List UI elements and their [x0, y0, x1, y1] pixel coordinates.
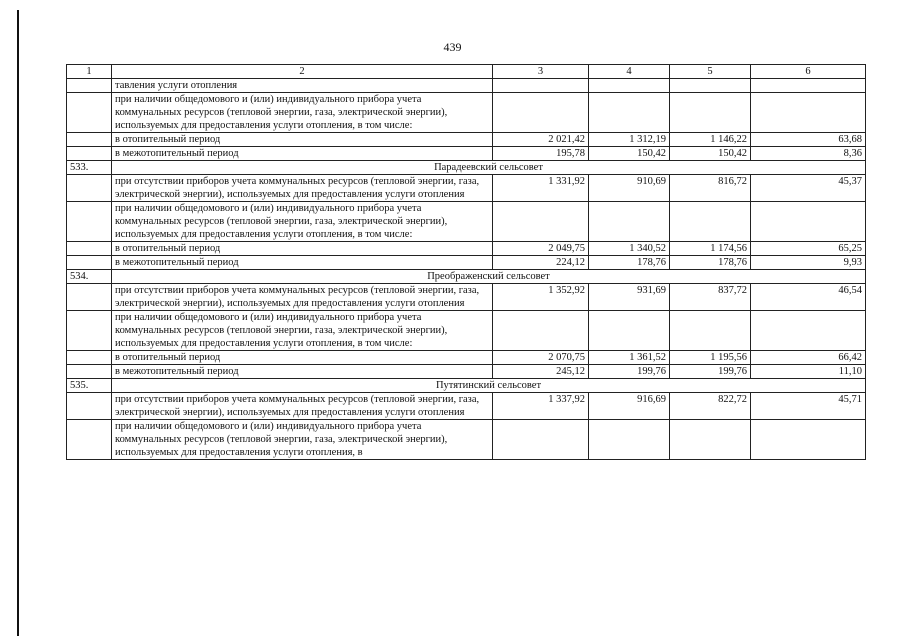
value-cell: 816,72 [670, 175, 751, 202]
value-cell [751, 79, 866, 93]
value-cell: 11,10 [751, 365, 866, 379]
row-number-cell [67, 284, 112, 311]
value-cell: 245,12 [493, 365, 589, 379]
table-row [67, 79, 866, 93]
row-description: при отсутствии приборов учета коммунальных ресурсов (тепловой энергии, газа, электрической энергии), используемых для предоставления услуги отопления [112, 175, 493, 202]
value-cell [589, 420, 670, 460]
table-row [67, 202, 866, 242]
value-cell: 1 352,92 [493, 284, 589, 311]
section-title: Преображенский сельсовет [112, 270, 866, 284]
value-cell: 46,54 [751, 284, 866, 311]
value-cell: 931,69 [589, 284, 670, 311]
row-description: тавления услуги отопления [112, 79, 493, 93]
table-row [67, 256, 866, 270]
value-cell: 150,42 [670, 147, 751, 161]
value-cell [751, 202, 866, 242]
table-row [67, 147, 866, 161]
value-cell: 2 070,75 [493, 351, 589, 365]
value-cell [493, 420, 589, 460]
section-number: 535. [67, 379, 112, 393]
table-row [67, 420, 866, 460]
value-cell [670, 93, 751, 133]
row-description: при наличии общедомового и (или) индивидуального прибора учета коммунальных ресурсов (тепловой энергии, газа, электрической энергии), используемых для предоставления услуги отопления, в том числе: [112, 311, 493, 351]
value-cell [670, 202, 751, 242]
value-cell [670, 311, 751, 351]
row-description: при наличии общедомового и (или) индивидуального прибора учета коммунальных ресурсов (тепловой энергии, газа, электрической энергии), используемых для предоставления услуги отопления, в [112, 420, 493, 460]
row-number-cell [67, 79, 112, 93]
column-header: 1 [67, 65, 112, 79]
value-cell: 224,12 [493, 256, 589, 270]
row-number-cell [67, 93, 112, 133]
value-cell: 9,93 [751, 256, 866, 270]
value-cell [751, 93, 866, 133]
row-description: в отопительный период [112, 133, 493, 147]
section-title: Парадеевский сельсовет [112, 161, 866, 175]
value-cell: 1 312,19 [589, 133, 670, 147]
row-number-cell [67, 147, 112, 161]
value-cell [493, 311, 589, 351]
column-header: 3 [493, 65, 589, 79]
row-description: в отопительный период [112, 242, 493, 256]
value-cell: 2 021,42 [493, 133, 589, 147]
value-cell: 837,72 [670, 284, 751, 311]
row-description: в межотопительный период [112, 256, 493, 270]
row-description: при наличии общедомового и (или) индивидуального прибора учета коммунальных ресурсов (тепловой энергии, газа, электрической энергии), используемых для предоставления услуги отопления, в том числе: [112, 202, 493, 242]
row-number-cell [67, 351, 112, 365]
value-cell [493, 93, 589, 133]
table-row [67, 311, 866, 351]
row-description: при отсутствии приборов учета коммунальных ресурсов (тепловой энергии, газа, электрической энергии), используемых для предоставления услуги отопления [112, 393, 493, 420]
column-header: 6 [751, 65, 866, 79]
row-number-cell [67, 420, 112, 460]
row-number-cell [67, 393, 112, 420]
value-cell: 199,76 [589, 365, 670, 379]
section-row [67, 161, 866, 175]
value-cell [751, 311, 866, 351]
value-cell: 45,71 [751, 393, 866, 420]
value-cell: 1 337,92 [493, 393, 589, 420]
row-description: в отопительный период [112, 351, 493, 365]
value-cell: 63,68 [751, 133, 866, 147]
table-row [67, 284, 866, 311]
value-cell: 8,36 [751, 147, 866, 161]
page-number: 439 [443, 40, 462, 54]
column-header: 2 [112, 65, 493, 79]
section-number: 533. [67, 161, 112, 175]
value-cell: 822,72 [670, 393, 751, 420]
column-header: 4 [589, 65, 670, 79]
page-edge-line [17, 10, 19, 636]
value-cell: 1 146,22 [670, 133, 751, 147]
value-cell: 1 331,92 [493, 175, 589, 202]
section-number: 534. [67, 270, 112, 284]
column-header: 5 [670, 65, 751, 79]
section-row [67, 270, 866, 284]
value-cell: 916,69 [589, 393, 670, 420]
value-cell: 66,42 [751, 351, 866, 365]
row-number-cell [67, 256, 112, 270]
value-cell: 1 174,56 [670, 242, 751, 256]
value-cell: 199,76 [670, 365, 751, 379]
table-row [67, 365, 866, 379]
value-cell: 178,76 [589, 256, 670, 270]
value-cell [589, 93, 670, 133]
row-description: при отсутствии приборов учета коммунальных ресурсов (тепловой энергии, газа, электрической энергии), используемых для предоставления услуги отопления [112, 284, 493, 311]
row-number-cell [67, 202, 112, 242]
table-row [67, 393, 866, 420]
value-cell: 2 049,75 [493, 242, 589, 256]
value-cell: 1 361,52 [589, 351, 670, 365]
value-cell [751, 420, 866, 460]
value-cell: 910,69 [589, 175, 670, 202]
value-cell [589, 311, 670, 351]
table-row [67, 175, 866, 202]
value-cell: 178,76 [670, 256, 751, 270]
value-cell [493, 202, 589, 242]
section-row [67, 379, 866, 393]
row-description: в межотопительный период [112, 147, 493, 161]
table-header-row [67, 65, 866, 79]
row-description: в межотопительный период [112, 365, 493, 379]
value-cell: 150,42 [589, 147, 670, 161]
section-title: Путятинский сельсовет [112, 379, 866, 393]
value-cell [589, 79, 670, 93]
value-cell [493, 79, 589, 93]
table-row [67, 93, 866, 133]
table-row [67, 242, 866, 256]
value-cell: 1 195,56 [670, 351, 751, 365]
value-cell [670, 79, 751, 93]
table-row [67, 133, 866, 147]
row-number-cell [67, 242, 112, 256]
table-row [67, 351, 866, 365]
value-cell [589, 202, 670, 242]
value-cell [670, 420, 751, 460]
value-cell: 65,25 [751, 242, 866, 256]
value-cell: 1 340,52 [589, 242, 670, 256]
row-number-cell [67, 311, 112, 351]
row-number-cell [67, 133, 112, 147]
row-number-cell [67, 365, 112, 379]
row-description: при наличии общедомового и (или) индивидуального прибора учета коммунальных ресурсов (тепловой энергии, газа, электрической энергии), используемых для предоставления услуги отопления, в том числе: [112, 93, 493, 133]
value-cell: 45,37 [751, 175, 866, 202]
row-number-cell [67, 175, 112, 202]
value-cell: 195,78 [493, 147, 589, 161]
tariff-table [66, 64, 866, 460]
